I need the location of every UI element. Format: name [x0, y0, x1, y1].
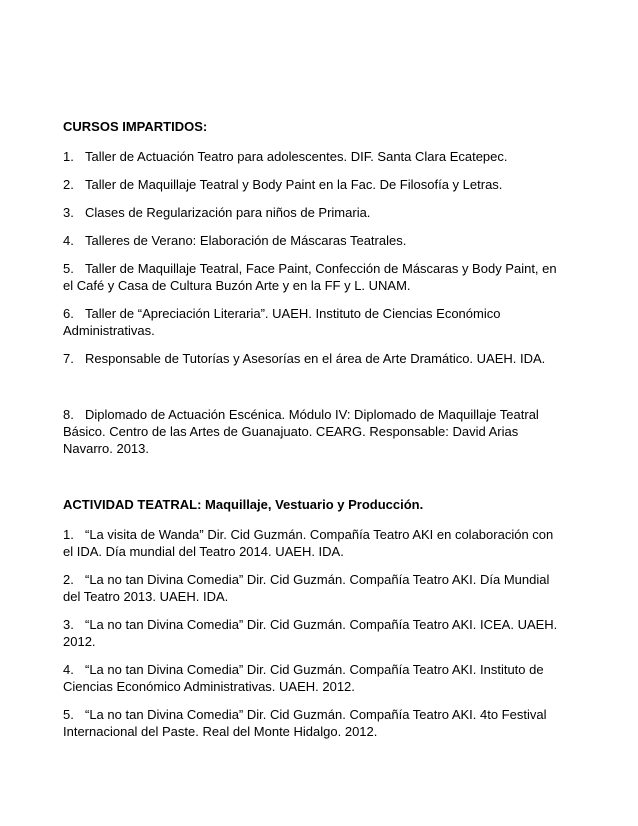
blank-line	[63, 468, 563, 496]
item-number: 5.	[63, 261, 74, 276]
item-number: 5.	[63, 707, 74, 722]
course-item-2	[63, 176, 563, 193]
item-text: “La visita de Wanda” Dir. Cid Guzmán. Compañía Teatro AKI en colaboración con el IDA. Día mundial del Teatro 2014. UAEH. IDA.	[63, 527, 554, 559]
course-item-7	[63, 350, 563, 367]
item-text: “La no tan Divina Comedia” Dir. Cid Guzmán. Compañía Teatro AKI. ICEA. UAEH. 2012.	[63, 617, 558, 649]
item-number: 8.	[63, 407, 74, 422]
courses-heading: CURSOS IMPARTIDOS:	[63, 119, 208, 134]
blank-line	[63, 378, 563, 406]
item-text: “La no tan Divina Comedia” Dir. Cid Guzmán. Compañía Teatro AKI. Día Mundial del Teatro 2013. UAEH. IDA.	[63, 572, 550, 604]
item-text: Taller de “Apreciación Literaria”. UAEH. Instituto de Ciencias Económico Administrativas.	[63, 306, 501, 338]
document-page	[63, 118, 563, 751]
course-item-8	[63, 406, 563, 457]
activity-item-2	[63, 571, 563, 605]
item-text: Responsable de Tutorías y Asesorías en el área de Arte Dramático. UAEH. IDA.	[85, 351, 546, 366]
activity-item-3	[63, 616, 563, 650]
item-text: Taller de Maquillaje Teatral y Body Paint en la Fac. De Filosofía y Letras.	[85, 177, 503, 192]
item-number: 3.	[63, 205, 74, 220]
item-text: “La no tan Divina Comedia” Dir. Cid Guzmán. Compañía Teatro AKI. 4to Festival Internacional del Paste. Real del Monte Hidalgo. 2012.	[63, 707, 547, 739]
item-number: 2.	[63, 572, 74, 587]
item-number: 4.	[63, 662, 74, 677]
activity-heading-subtitle: Maquillaje, Vestuario y Producción.	[201, 497, 424, 512]
item-text: Taller de Maquillaje Teatral, Face Paint, Confección de Máscaras y Body Paint, en el Café y Casa de Cultura Buzón Arte y en la FF y L. UNAM.	[63, 261, 557, 293]
course-item-4	[63, 232, 563, 249]
item-text: Talleres de Verano: Elaboración de Máscaras Teatrales.	[85, 233, 407, 248]
activity-heading-label: ACTIVIDAD TEATRAL:	[63, 497, 202, 512]
activity-heading	[63, 496, 563, 513]
activity-item-1	[63, 526, 563, 560]
item-text: “La no tan Divina Comedia” Dir. Cid Guzmán. Compañía Teatro AKI. Instituto de Ciencias Económico Administrativas. UAEH. 2012.	[63, 662, 544, 694]
item-text: Clases de Regularización para niños de Primaria.	[85, 205, 371, 220]
item-number: 6.	[63, 306, 74, 321]
activity-item-4	[63, 661, 563, 695]
course-item-1	[63, 148, 563, 165]
course-item-5	[63, 260, 563, 294]
activity-item-5	[63, 706, 563, 740]
item-number: 4.	[63, 233, 74, 248]
course-item-6	[63, 305, 563, 339]
item-number: 3.	[63, 617, 74, 632]
item-number: 2.	[63, 177, 74, 192]
item-text: Diplomado de Actuación Escénica. Módulo IV: Diplomado de Maquillaje Teatral Básico. Centro de las Artes de Guanajuato. CEARG. Responsable: David Arias Navarro. 2013.	[63, 407, 539, 456]
item-number: 1.	[63, 527, 74, 542]
item-text: Taller de Actuación Teatro para adolescentes. DIF. Santa Clara Ecatepec.	[85, 149, 508, 164]
item-number: 7.	[63, 351, 74, 366]
course-item-3	[63, 204, 563, 221]
item-number: 1.	[63, 149, 74, 164]
